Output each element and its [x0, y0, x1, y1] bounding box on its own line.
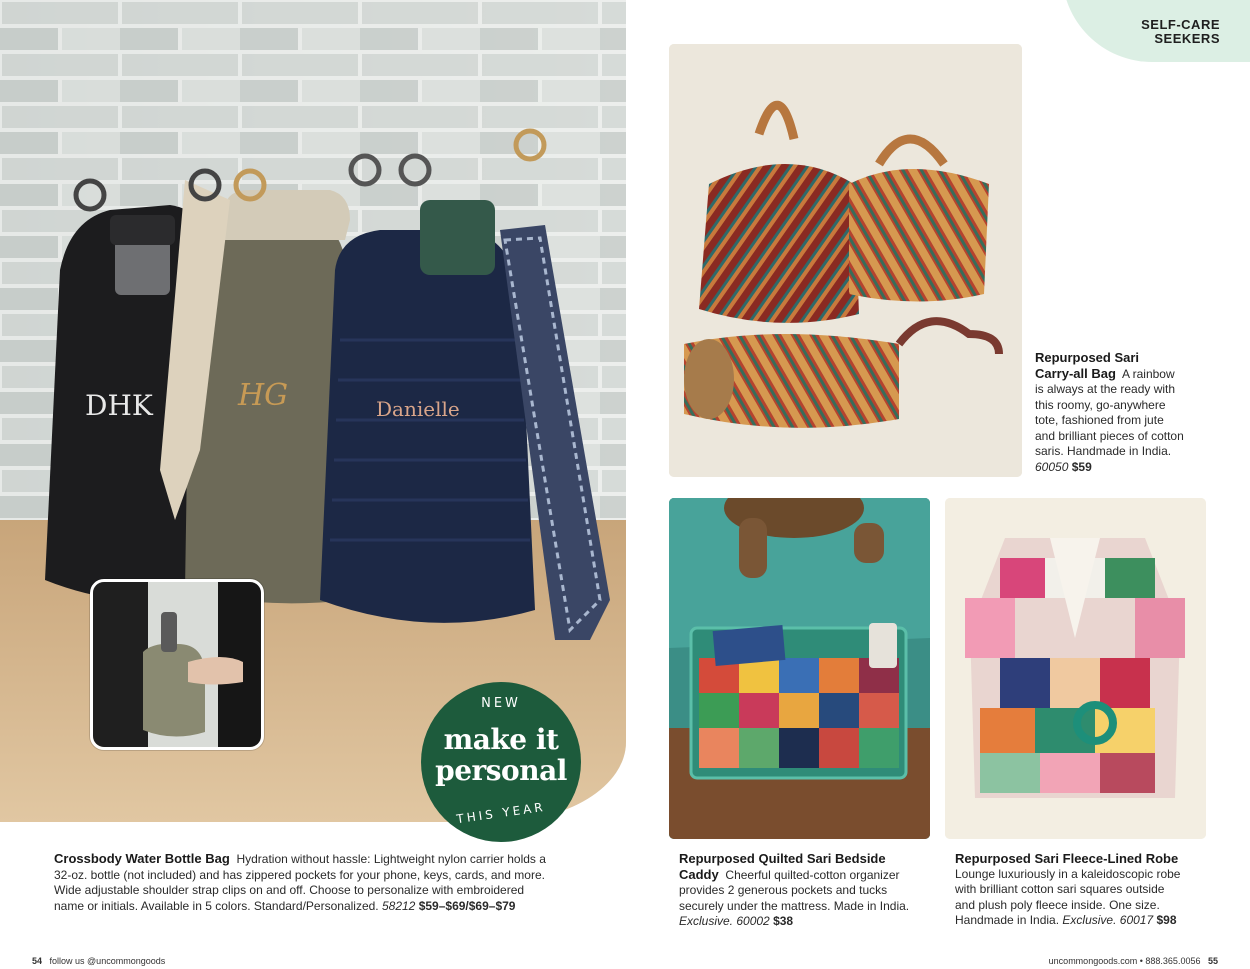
robe-line2: with brilliant cotton sari squares outside: [955, 882, 1165, 896]
carry-all-line6: saris. Handmade in India.: [1035, 444, 1172, 458]
carry-all-bag-description: [1035, 350, 1205, 475]
water-bottle-price: $59–$69/$69–$79: [418, 898, 516, 913]
robe-line3: and plush poly fleece inside. One size.: [955, 897, 1160, 912]
badge-this-year-label: THIS YEAR: [455, 799, 547, 827]
caddy-line1: Cheerful quilted-cotton organizer: [725, 867, 900, 882]
footer-left: [32, 956, 165, 966]
social-handle-link[interactable]: follow us @uncommongoods: [49, 956, 166, 966]
make-it-personal-badge: [421, 682, 581, 842]
caddy-sku: Exclusive. 60002: [679, 914, 770, 928]
page-number-right: 55: [1207, 956, 1218, 966]
inset-photo: [90, 579, 264, 750]
robe-line1: Lounge luxuriously in a kaleidoscopic robe: [955, 866, 1181, 881]
page-number-left: 54: [32, 956, 43, 966]
caddy-line2: provides 2 generous pockets and tucks: [679, 883, 888, 897]
water-bottle-line2: 32-oz. bottle (not included) and has zippered pockets for your phone, keys, cards, and more.: [54, 867, 545, 882]
water-bottle-line1: Hydration without hassle: Lightweight nylon carrier holds a: [236, 852, 546, 866]
badge-new-label: NEW: [481, 696, 521, 711]
carry-all-line5: and brilliant pieces of cotton: [1035, 428, 1184, 443]
water-bottle-bag-description: [54, 851, 624, 914]
robe-photo: [945, 498, 1206, 839]
water-bottle-sku: 58212: [381, 898, 416, 913]
carry-all-line4: tote, fashioned from jute: [1035, 413, 1164, 427]
footer-bullet: •: [1139, 956, 1143, 966]
carry-all-line2: is always at the ready with: [1035, 382, 1176, 396]
monogram-dhk: DHK: [85, 389, 153, 422]
carry-all-line3: this roomy, go-anywhere: [1035, 397, 1166, 412]
bedside-caddy-photo: [669, 498, 930, 839]
water-bottle-bag-name: Crossbody Water Bottle Bag: [54, 851, 230, 866]
robe-name: Repurposed Sari Fleece-Lined Robe: [955, 851, 1179, 866]
badge-title: [421, 724, 581, 786]
caddy-price: $38: [773, 914, 794, 928]
carry-all-sku: 60050: [1035, 459, 1069, 474]
section-tab-label: [1141, 18, 1220, 46]
badge-title-line1: make it: [443, 723, 559, 756]
caddy-description: [679, 851, 934, 930]
badge-title-line2: personal: [435, 754, 567, 787]
website-link[interactable]: uncommongoods.com: [1048, 956, 1138, 966]
section-tab-line1: SELF-CARE: [1141, 17, 1220, 32]
phone-number: 888.365.0056: [1145, 956, 1201, 966]
robe-sku: Exclusive. 60017: [1062, 913, 1154, 927]
robe-price: $98: [1156, 913, 1177, 927]
carry-all-bag-name-line1: Repurposed Sari: [1035, 350, 1140, 365]
carry-all-line1: A rainbow: [1121, 366, 1175, 381]
water-bottle-line4: name or initials. Available in 5 colors. Standard/Personalized.: [54, 898, 379, 913]
caddy-name-line2: Caddy: [679, 866, 719, 882]
carry-all-bag-photo: [669, 44, 1022, 477]
caddy-name-line1: Repurposed Quilted Sari Bedside: [679, 851, 886, 866]
section-tab-line2: SEEKERS: [1154, 31, 1220, 46]
caddy-line3: securely under the mattress. Made in India.: [679, 898, 910, 913]
water-bottle-line3: Wide adjustable shoulder strap clips on and off. Choose to personalize with embroidered: [54, 883, 525, 897]
monogram-hg: HG: [238, 378, 289, 413]
footer-right: [1049, 956, 1218, 966]
carry-all-price: $59: [1071, 459, 1092, 474]
robe-description: [955, 851, 1215, 929]
carry-all-bag-name-line2: Carry-all Bag: [1035, 365, 1116, 381]
robe-line4: Handmade in India.: [955, 913, 1060, 927]
monogram-danielle: Danielle: [376, 397, 460, 421]
